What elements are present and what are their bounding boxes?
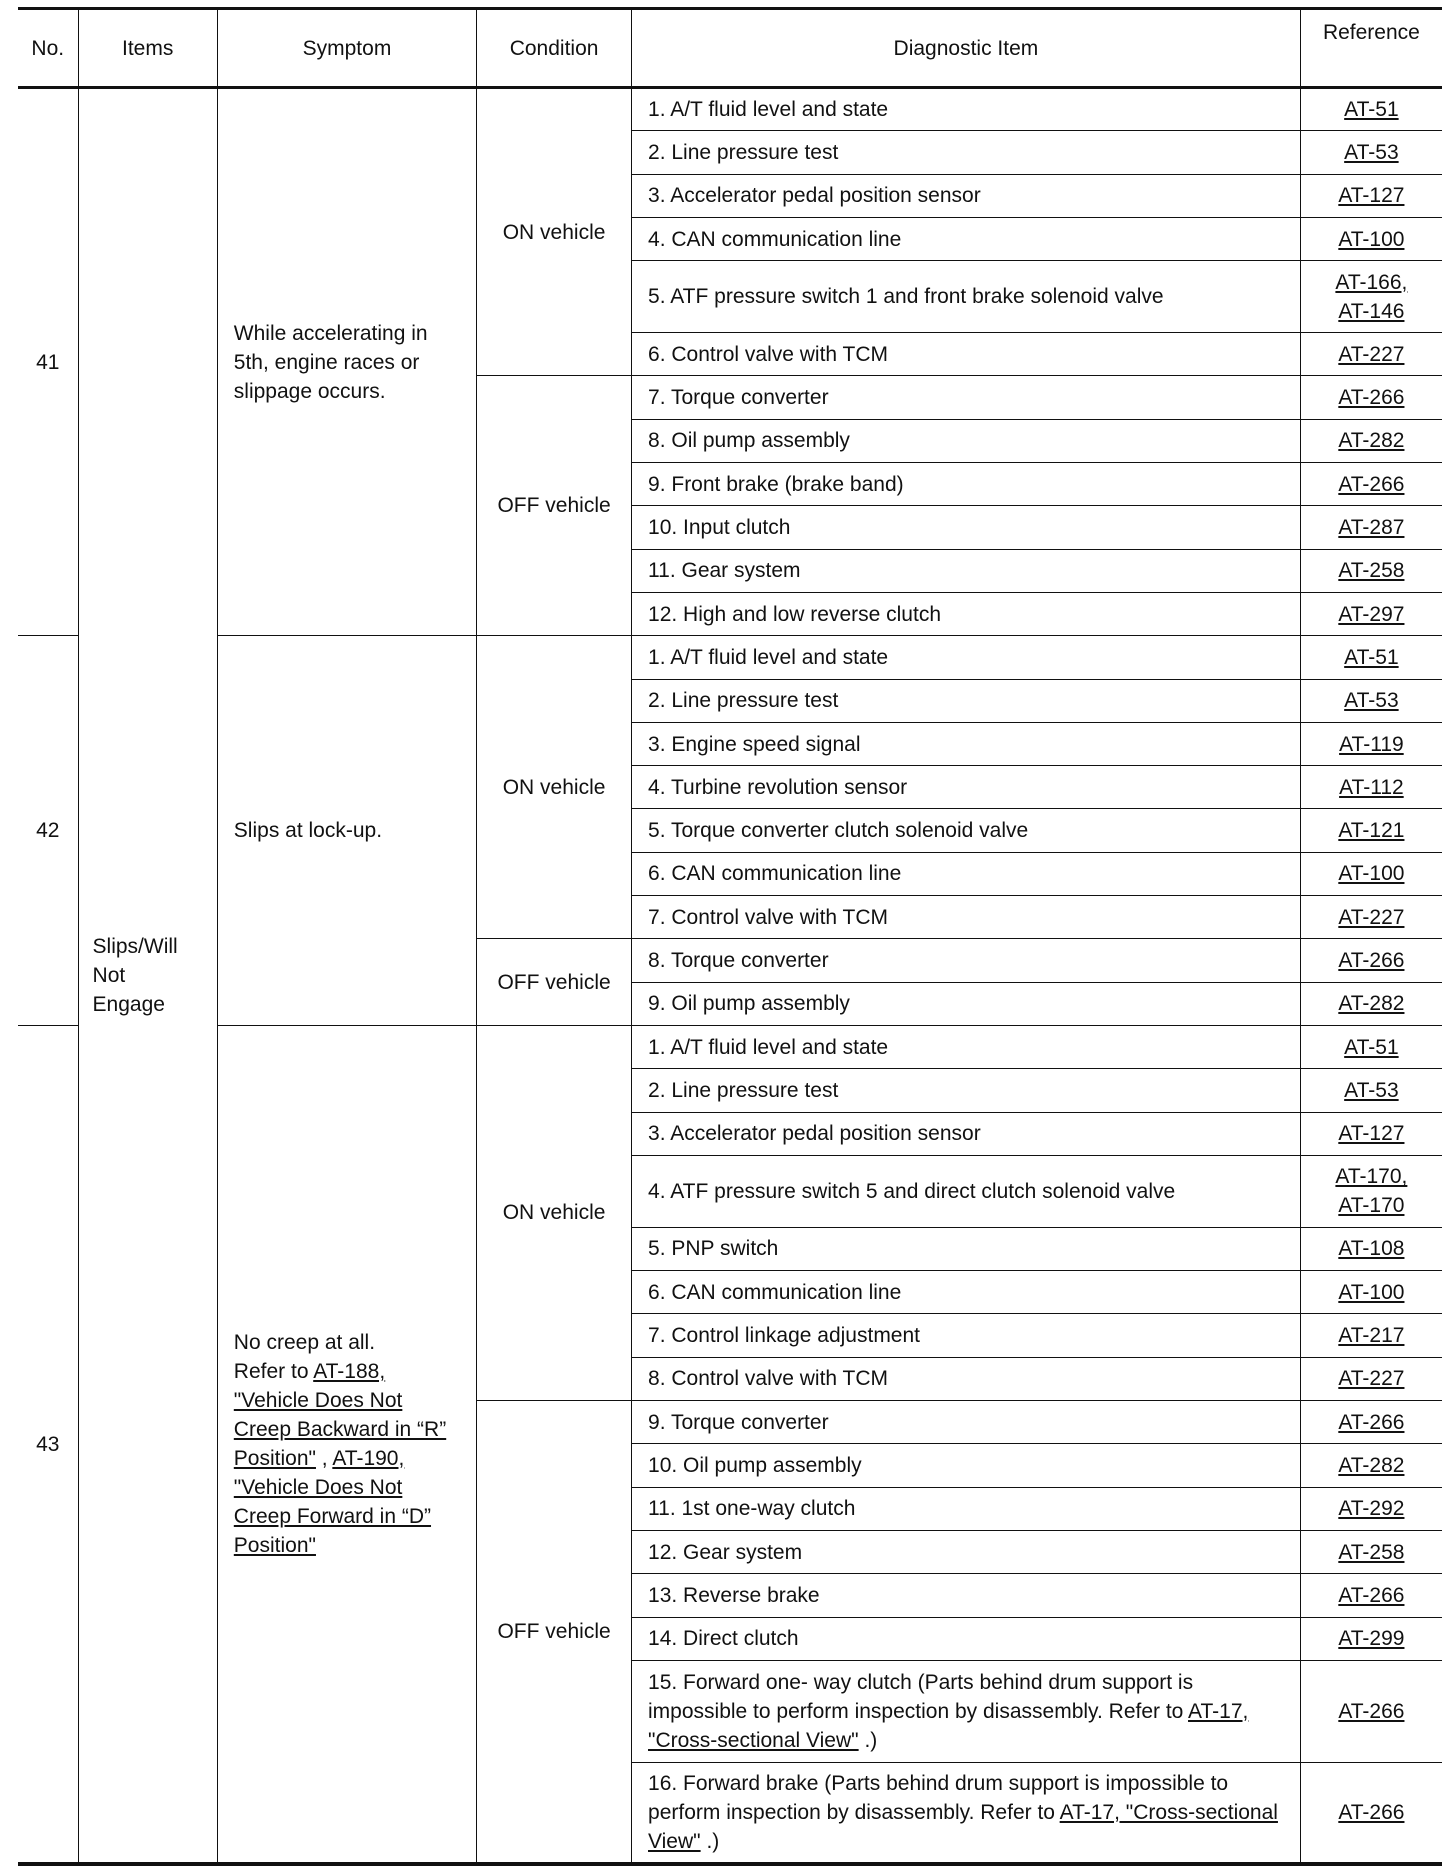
- reference-cell: [1300, 1487, 1442, 1530]
- table-row: [18, 88, 1442, 131]
- reference-cell: [1300, 333, 1442, 376]
- reference-link[interactable]: AT-53: [1344, 689, 1399, 713]
- reference-cell: [1300, 1271, 1442, 1314]
- reference-link[interactable]: AT-51: [1344, 1035, 1399, 1059]
- reference-cell: [1300, 376, 1442, 419]
- reference-link[interactable]: AT-266: [1338, 1583, 1405, 1607]
- reference-cell: [1300, 1155, 1442, 1227]
- reference-link[interactable]: AT-51: [1344, 98, 1399, 122]
- reference-cell: [1300, 506, 1442, 549]
- reference-cell: [1300, 174, 1442, 217]
- reference-cell: [1300, 1227, 1442, 1270]
- reference-link[interactable]: AT-299: [1338, 1627, 1405, 1651]
- reference-cell: [1300, 766, 1442, 809]
- diagnostic-item: 9. Oil pump assembly: [632, 982, 1301, 1025]
- diagnostic-reference-link[interactable]: AT-17, "Cross-sectional View": [648, 1699, 1249, 1752]
- condition-cell: OFF vehicle: [477, 1401, 632, 1865]
- reference-link[interactable]: AT-227: [1338, 1367, 1405, 1391]
- reference-link[interactable]: AT-266: [1338, 386, 1405, 410]
- diagnostic-reference-link[interactable]: AT-17, "Cross-sectional View": [648, 1801, 1278, 1854]
- reference-link[interactable]: AT-258: [1338, 1540, 1405, 1564]
- items-cell: [78, 88, 217, 1865]
- reference-link[interactable]: AT-227: [1338, 342, 1405, 366]
- diagnostic-item: 13. Reverse brake: [632, 1574, 1301, 1617]
- diagnostic-item: 2. Line pressure test: [632, 679, 1301, 722]
- reference-link[interactable]: AT-170,: [1335, 1165, 1408, 1189]
- header-row: [18, 9, 1442, 88]
- symptom-cell: No creep at all. Refer to AT-188, "Vehicle Does Not Creep Backward in “R” Position" , AT-190, "Vehicle Does Not Creep Forward in “D” Position": [217, 1025, 476, 1864]
- symptom-reference-link[interactable]: AT-190, "Vehicle Does Not Creep Forward in “D” Position": [233, 1447, 432, 1558]
- header-reference: Reference: [1300, 9, 1442, 88]
- reference-cell: [1300, 1357, 1442, 1400]
- reference-link[interactable]: AT-282: [1338, 992, 1405, 1016]
- reference-cell: [1300, 1112, 1442, 1155]
- reference-cell: [1300, 217, 1442, 260]
- diagnosis-table-page: [18, 7, 1442, 1866]
- diagnosis-table: [18, 7, 1442, 1866]
- symptom-cell: Slips at lock-up.: [217, 636, 476, 1026]
- reference-cell: [1300, 1314, 1442, 1357]
- reference-cell: [1300, 982, 1442, 1025]
- reference-link[interactable]: AT-112: [1339, 775, 1404, 799]
- reference-link[interactable]: AT-297: [1338, 602, 1405, 626]
- row-number: 42: [18, 636, 78, 1026]
- reference-cell: [1300, 636, 1442, 679]
- reference-link[interactable]: AT-51: [1344, 645, 1399, 669]
- diagnostic-item: 9. Torque converter: [632, 1401, 1301, 1444]
- condition-cell: ON vehicle: [477, 88, 632, 376]
- reference-link[interactable]: AT-217: [1338, 1324, 1405, 1348]
- reference-link[interactable]: AT-100: [1338, 862, 1405, 886]
- diagnostic-item: 5. PNP switch: [632, 1227, 1301, 1270]
- diagnostic-item: 2. Line pressure test: [632, 1069, 1301, 1112]
- diagnostic-item: 3. Accelerator pedal position sensor: [632, 174, 1301, 217]
- diagnostic-item: 6. CAN communication line: [632, 852, 1301, 895]
- reference-cell: [1300, 1530, 1442, 1573]
- symptom-cell: While accelerating in 5th, engine races or slippage occurs.: [217, 88, 476, 636]
- reference-link[interactable]: AT-282: [1338, 1453, 1405, 1477]
- reference-link[interactable]: AT-119: [1339, 732, 1404, 756]
- diagnostic-item: 14. Direct clutch: [632, 1617, 1301, 1660]
- reference-cell: [1300, 549, 1442, 592]
- symptom-reference-link[interactable]: AT-188, "Vehicle Does Not Creep Backward in “R” Position": [233, 1360, 447, 1471]
- diagnostic-item: 3. Engine speed signal: [632, 722, 1301, 765]
- diagnostic-item: 4. Turbine revolution sensor: [632, 766, 1301, 809]
- diagnostic-item: 12. Gear system: [632, 1530, 1301, 1573]
- header-no: No.: [18, 9, 78, 88]
- reference-link[interactable]: AT-266: [1338, 948, 1405, 972]
- diagnostic-item: 1. A/T fluid level and state: [632, 88, 1301, 131]
- table-row: [18, 636, 1442, 679]
- reference-link[interactable]: AT-127: [1338, 1122, 1405, 1146]
- diagnostic-item: 4. ATF pressure switch 5 and direct clutch solenoid valve: [632, 1155, 1301, 1227]
- condition-cell: ON vehicle: [477, 636, 632, 939]
- row-number: 41: [18, 88, 78, 636]
- reference-cell: [1300, 939, 1442, 982]
- header-diagnostic-item: Diagnostic Item: [632, 9, 1301, 88]
- header-symptom: Symptom: [217, 9, 476, 88]
- reference-link[interactable]: AT-127: [1338, 184, 1405, 208]
- reference-link[interactable]: AT-53: [1344, 1078, 1399, 1102]
- reference-link[interactable]: AT-282: [1338, 429, 1405, 453]
- condition-cell: OFF vehicle: [477, 939, 632, 1026]
- reference-cell: [1300, 722, 1442, 765]
- diagnostic-item: 1. A/T fluid level and state: [632, 1025, 1301, 1068]
- diagnostic-item: 8. Torque converter: [632, 939, 1301, 982]
- table-row: [18, 1025, 1442, 1068]
- reference-link[interactable]: AT-266: [1338, 1801, 1405, 1825]
- reference-cell: [1300, 131, 1442, 174]
- reference-link[interactable]: AT-292: [1338, 1497, 1405, 1521]
- diagnostic-item: 4. CAN communication line: [632, 217, 1301, 260]
- reference-cell: [1300, 1617, 1442, 1660]
- reference-cell: [1300, 1762, 1442, 1864]
- reference-cell: [1300, 1025, 1442, 1068]
- reference-link[interactable]: AT-266: [1338, 1410, 1405, 1434]
- diagnostic-item: 6. Control valve with TCM: [632, 333, 1301, 376]
- reference-cell: [1300, 1069, 1442, 1112]
- reference-link[interactable]: AT-266: [1338, 472, 1405, 496]
- reference-link[interactable]: AT-287: [1338, 516, 1405, 540]
- table-body: [18, 88, 1442, 1865]
- condition-cell: ON vehicle: [477, 1025, 632, 1400]
- reference-cell: [1300, 896, 1442, 939]
- diagnostic-item: 10. Input clutch: [632, 506, 1301, 549]
- reference-cell: [1300, 852, 1442, 895]
- diagnostic-item: 5. Torque converter clutch solenoid valve: [632, 809, 1301, 852]
- diagnostic-item: 7. Torque converter: [632, 376, 1301, 419]
- items-label: Slips/Will Not Engage: [92, 935, 178, 1017]
- reference-link[interactable]: AT-166,: [1335, 270, 1408, 294]
- diagnostic-item: 12. High and low reverse clutch: [632, 592, 1301, 635]
- reference-cell: [1300, 419, 1442, 462]
- reference-cell: [1300, 679, 1442, 722]
- reference-cell: [1300, 809, 1442, 852]
- diagnostic-item: 8. Oil pump assembly: [632, 419, 1301, 462]
- reference-cell: [1300, 1574, 1442, 1617]
- diagnostic-item: 9. Front brake (brake band): [632, 463, 1301, 506]
- diagnostic-item: 11. Gear system: [632, 549, 1301, 592]
- header-items: Items: [78, 9, 217, 88]
- reference-link[interactable]: AT-227: [1338, 905, 1405, 929]
- diagnostic-item: 10. Oil pump assembly: [632, 1444, 1301, 1487]
- diagnostic-item: 1. A/T fluid level and state: [632, 636, 1301, 679]
- diagnostic-item: 11. 1st one-way clutch: [632, 1487, 1301, 1530]
- reference-cell: [1300, 1401, 1442, 1444]
- reference-link[interactable]: AT-108: [1338, 1237, 1405, 1261]
- diagnostic-item: 6. CAN communication line: [632, 1271, 1301, 1314]
- diagnostic-item: 5. ATF pressure switch 1 and front brake solenoid valve: [632, 261, 1301, 333]
- diagnostic-item: 15. Forward one- way clutch (Parts behind drum support is impossible to perform inspection by disassembly. Refer to AT-17, "Cross-sectional View" .): [632, 1660, 1301, 1762]
- header-condition: Condition: [477, 9, 632, 88]
- reference-link[interactable]: AT-100: [1338, 1280, 1405, 1304]
- reference-link[interactable]: AT-53: [1344, 140, 1399, 164]
- reference-cell: [1300, 1444, 1442, 1487]
- reference-link[interactable]: AT-100: [1338, 227, 1405, 251]
- row-number: 43: [18, 1025, 78, 1864]
- diagnostic-item: 8. Control valve with TCM: [632, 1357, 1301, 1400]
- reference-link[interactable]: AT-146: [1338, 299, 1405, 323]
- reference-cell: [1300, 463, 1442, 506]
- diagnostic-item: 3. Accelerator pedal position sensor: [632, 1112, 1301, 1155]
- diagnostic-item: 7. Control valve with TCM: [632, 896, 1301, 939]
- reference-link[interactable]: AT-170: [1338, 1194, 1405, 1218]
- reference-link[interactable]: AT-266: [1338, 1699, 1405, 1723]
- reference-cell: [1300, 1660, 1442, 1762]
- reference-cell: [1300, 261, 1442, 333]
- reference-link[interactable]: AT-121: [1338, 819, 1405, 843]
- reference-cell: [1300, 592, 1442, 635]
- reference-link[interactable]: AT-258: [1338, 559, 1405, 583]
- diagnostic-item: 7. Control linkage adjustment: [632, 1314, 1301, 1357]
- diagnostic-item: 16. Forward brake (Parts behind drum support is impossible to perform inspection by disassembly. Refer to AT-17, "Cross-sectional View" .): [632, 1762, 1301, 1864]
- condition-cell: OFF vehicle: [477, 376, 632, 636]
- diagnostic-item: 2. Line pressure test: [632, 131, 1301, 174]
- reference-cell: [1300, 88, 1442, 131]
